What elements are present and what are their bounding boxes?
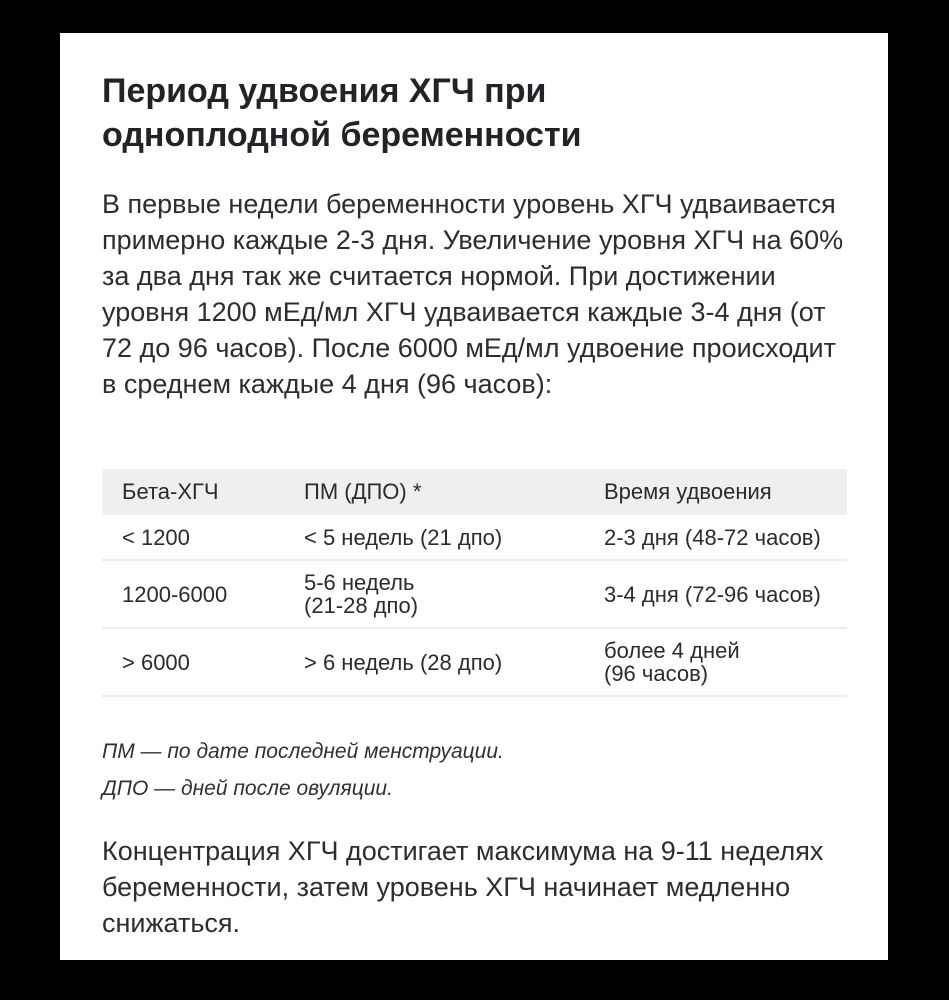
cell-hcg: 1200-6000 [102, 560, 284, 628]
cell-pm [284, 515, 584, 560]
table-row [102, 515, 847, 560]
header-doubling-time: Время удвоения [584, 469, 847, 515]
table-row [102, 560, 847, 628]
table-row [102, 628, 847, 696]
cell-time [584, 560, 847, 628]
cell-time-line-1: 2-3 дня (48-72 часов) [604, 524, 821, 550]
cell-pm-line-1: < 5 недель (21 дпо) [304, 524, 503, 550]
cell-time-line-1: 3-4 дня (72-96 часов) [604, 581, 821, 607]
header-pm-dpo: ПМ (ДПО) * [284, 469, 584, 515]
footnote-pm: ПМ — по дате последней менструации. [102, 740, 504, 763]
hcg-doubling-table [102, 469, 847, 697]
cell-pm-line-1: 5-6 недель [304, 570, 415, 595]
cell-time-line-1: более 4 дней [604, 638, 740, 663]
cell-time-line-2: (96 часов) [604, 661, 709, 686]
intro-paragraph: В первые недели беременности уровень ХГЧ удваивается примерно каждые 2-3 дня. Увеличение уровня ХГЧ на 60% за два дня так же считается нормой. При достижении уровня 1200 мЕд/мл ХГЧ удваивается каждые 3-4 дня (от 72 до 96 часов). После 6000 мЕд/мл удвоение происходит в среднем каждые 4 дня (96 часов): [102, 189, 844, 399]
header-beta-hcg: Бета-ХГЧ [102, 469, 284, 515]
cell-pm-line-1: > 6 недель (28 дпо) [304, 649, 503, 675]
article-title [102, 69, 802, 157]
article-title-line-1: Период удвоения ХГЧ при [102, 72, 547, 110]
conclusion-paragraph: Концентрация ХГЧ достигает максимума на 9-11 неделях беременности, затем уровень ХГЧ начинает медленно снижаться. [102, 836, 824, 938]
cell-pm [284, 628, 584, 696]
article-title-line-2: одноплодной беременности [102, 116, 582, 154]
table-header-row [102, 469, 847, 515]
cell-time [584, 515, 847, 560]
footnotes [102, 733, 802, 807]
cell-time [584, 628, 847, 696]
cell-pm [284, 560, 584, 628]
cell-hcg: < 1200 [102, 515, 284, 560]
cell-hcg: > 6000 [102, 628, 284, 696]
cell-pm-line-2: (21-28 дпо) [304, 593, 419, 618]
article-card [60, 33, 888, 960]
footnote-dpo: ДПО — дней после овуляции. [102, 777, 393, 800]
